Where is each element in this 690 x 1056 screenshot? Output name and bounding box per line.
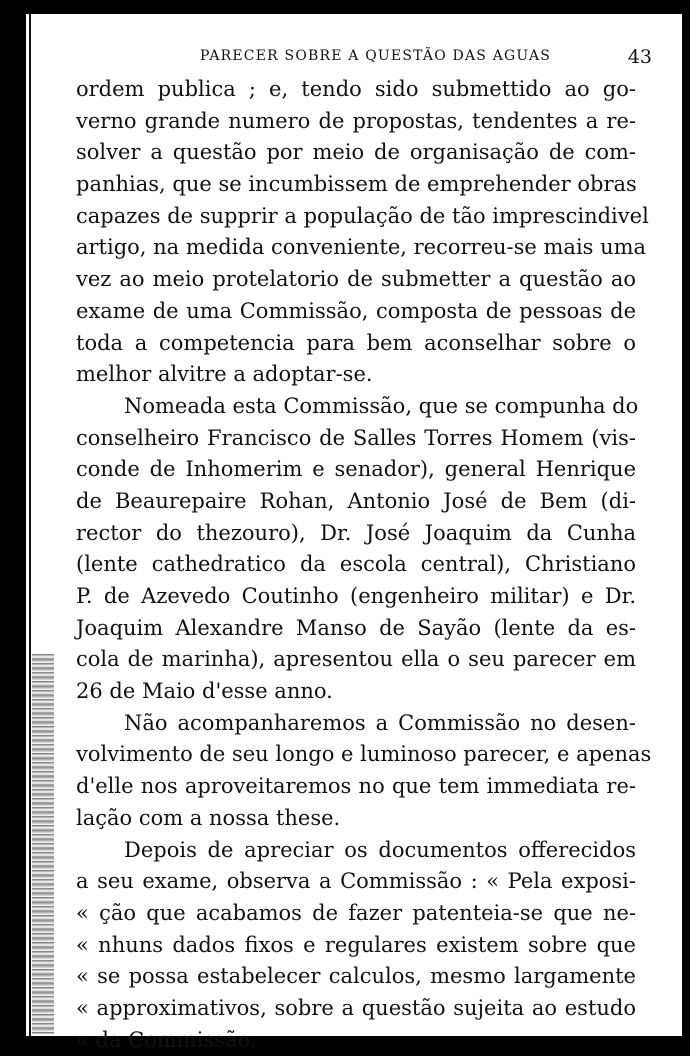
body-text: [76, 74, 652, 1056]
text-line: volvimento de seu longo e luminoso parecer, e apenas: [76, 742, 652, 767]
text-line: lação com a nossa these.: [76, 805, 341, 830]
text-line: Nomeada esta Commissão, que se compunha do: [124, 393, 639, 418]
text-line: d'elle nos aproveitaremos no que tem immediata re-: [76, 774, 636, 799]
text-line: conde de Inhomerim e senador), general Henrique: [76, 457, 636, 482]
text-line: ordem publica ; e, tendo sido submettido ao go-: [76, 77, 636, 101]
text-line: « da Commissão.: [76, 1027, 257, 1052]
text-line: Joaquim Alexandre Manso de Sayão (lente da es-: [76, 615, 636, 640]
text-line: Não acompanharemos a Commissão no desen-: [124, 710, 636, 735]
text-line: « se possa estabelecer calculos, mesmo largamente: [76, 964, 636, 989]
text-line: P. de Azevedo Coutinho (engenheiro militar) e Dr.: [76, 584, 636, 608]
text-line: vez ao meio protelatorio de submetter a questão ao: [76, 267, 636, 292]
text-line: panhias, que se incumbissem de emprehender obras: [76, 172, 637, 197]
text-line: Depois de apreciar os documentos offerecidos: [124, 837, 636, 862]
text-line: capazes de supprir a população de tão imprescindivel: [76, 203, 649, 228]
text-line: 26 de Maio d'esse anno.: [76, 679, 333, 704]
text-line: solver a questão por meio de organisação de com-: [76, 140, 636, 165]
text-line: « approximativos, sobre a questão sujeita ao estudo: [76, 995, 636, 1020]
page-spine-shadow: [24, 14, 58, 1036]
running-head: [80, 38, 652, 66]
text-line: (lente cathedratico da escola central), Christiano: [76, 552, 636, 577]
text-line: conselheiro Francisco de Salles Torres Homem (vis-: [76, 425, 636, 450]
running-title: PARECER SOBRE A QUESTÃO DAS AGUAS: [200, 48, 552, 64]
book-page: [24, 14, 682, 1052]
page-number: 43: [627, 46, 652, 68]
text-line: rector do thezouro), Dr. José Joaquim da Cunha: [76, 520, 636, 545]
text-line: verno grande numero de propostas, tendentes a re-: [76, 108, 636, 133]
text-line: artigo, na medida conveniente, recorreu-se mais uma: [76, 235, 647, 260]
text-line: cola de marinha), apresentou ella o seu parecer em: [76, 647, 636, 672]
text-line: de Beaurepaire Rohan, Antonio José de Bem (di-: [76, 488, 636, 513]
text-line: a seu exame, observa a Commissão : « Pela exposi-: [76, 869, 636, 894]
text-line: « nhuns dados fixos e regulares existem sobre que: [76, 932, 636, 957]
text-line: « ção que acabamos de fazer patenteia-se que ne-: [76, 900, 636, 925]
text-line: exame de uma Commissão, composta de pessoas de: [76, 298, 636, 323]
text-line: toda a competencia para bem aconselhar sobre o: [76, 330, 636, 355]
text-line: melhor alvitre a adoptar-se.: [76, 362, 373, 387]
